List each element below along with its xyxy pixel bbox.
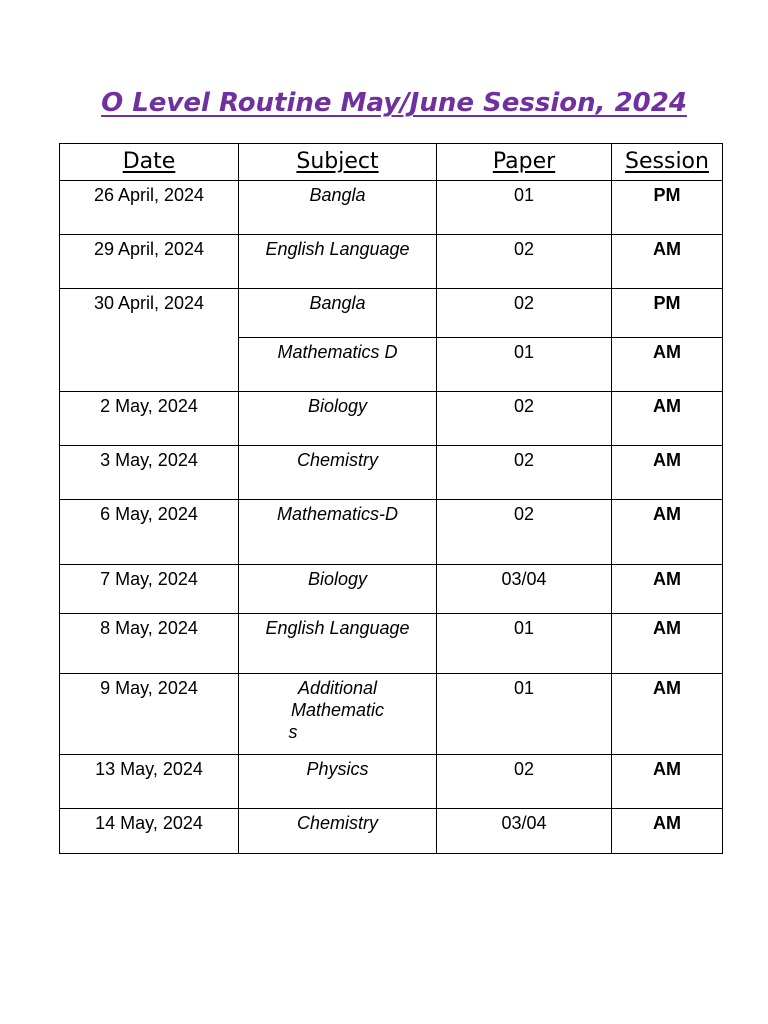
header-subject: Subject bbox=[239, 144, 437, 181]
paper-cell: 01 bbox=[437, 674, 612, 755]
session-cell: AM bbox=[612, 392, 723, 446]
subject-cell: English Language bbox=[239, 235, 437, 289]
subject-cell: Chemistry bbox=[239, 446, 437, 500]
date-cell: 29 April, 2024 bbox=[60, 235, 239, 289]
session-cell: AM bbox=[612, 755, 723, 809]
subject-text-tail: s bbox=[288, 722, 298, 742]
table-row bbox=[60, 235, 723, 289]
table-row bbox=[60, 565, 723, 614]
date-cell: 30 April, 2024 bbox=[60, 289, 239, 392]
paper-cell: 03/04 bbox=[437, 809, 612, 854]
subject-cell: Biology bbox=[239, 565, 437, 614]
paper-cell: 02 bbox=[437, 235, 612, 289]
paper-cell: 02 bbox=[437, 500, 612, 565]
table-row bbox=[60, 614, 723, 674]
session-cell: AM bbox=[612, 500, 723, 565]
table-header-row bbox=[60, 144, 723, 181]
page-title: O Level Routine May/June Session, 2024 bbox=[101, 88, 687, 118]
session-cell: AM bbox=[612, 565, 723, 614]
date-cell: 26 April, 2024 bbox=[60, 181, 239, 235]
paper-cell: 02 bbox=[437, 392, 612, 446]
subject-text: Additional Mathematic bbox=[290, 678, 385, 720]
session-cell: AM bbox=[612, 338, 723, 392]
subject-cell: Bangla bbox=[239, 289, 437, 338]
table-row bbox=[60, 446, 723, 500]
session-cell: PM bbox=[612, 181, 723, 235]
paper-cell: 03/04 bbox=[437, 565, 612, 614]
session-cell: AM bbox=[612, 614, 723, 674]
paper-cell: 01 bbox=[437, 338, 612, 392]
paper-cell: 02 bbox=[437, 289, 612, 338]
session-cell: AM bbox=[612, 809, 723, 854]
table-row bbox=[60, 392, 723, 446]
subject-cell: Mathematics-D bbox=[239, 500, 437, 565]
session-cell: AM bbox=[612, 674, 723, 755]
subject-cell: English Language bbox=[239, 614, 437, 674]
date-cell: 2 May, 2024 bbox=[60, 392, 239, 446]
date-cell: 3 May, 2024 bbox=[60, 446, 239, 500]
table-row bbox=[60, 500, 723, 565]
paper-cell: 02 bbox=[437, 755, 612, 809]
header-session: Session bbox=[612, 144, 723, 181]
paper-cell: 01 bbox=[437, 181, 612, 235]
routine-table bbox=[59, 143, 723, 854]
subject-cell: Biology bbox=[239, 392, 437, 446]
table-row bbox=[60, 289, 723, 338]
date-cell: 6 May, 2024 bbox=[60, 500, 239, 565]
subject-cell: Mathematics D bbox=[239, 338, 437, 392]
header-date: Date bbox=[60, 144, 239, 181]
subject-cell: Physics bbox=[239, 755, 437, 809]
session-cell: PM bbox=[612, 289, 723, 338]
date-cell: 14 May, 2024 bbox=[60, 809, 239, 854]
subject-cell bbox=[239, 674, 437, 755]
table-row bbox=[60, 181, 723, 235]
table-row bbox=[60, 755, 723, 809]
paper-cell: 02 bbox=[437, 446, 612, 500]
session-cell: AM bbox=[612, 235, 723, 289]
header-paper: Paper bbox=[437, 144, 612, 181]
table-row bbox=[60, 674, 723, 755]
session-cell: AM bbox=[612, 446, 723, 500]
date-cell: 7 May, 2024 bbox=[60, 565, 239, 614]
date-cell: 8 May, 2024 bbox=[60, 614, 239, 674]
subject-cell: Chemistry bbox=[239, 809, 437, 854]
date-cell: 13 May, 2024 bbox=[60, 755, 239, 809]
date-cell: 9 May, 2024 bbox=[60, 674, 239, 755]
table-row bbox=[60, 809, 723, 854]
paper-cell: 01 bbox=[437, 614, 612, 674]
subject-cell: Bangla bbox=[239, 181, 437, 235]
